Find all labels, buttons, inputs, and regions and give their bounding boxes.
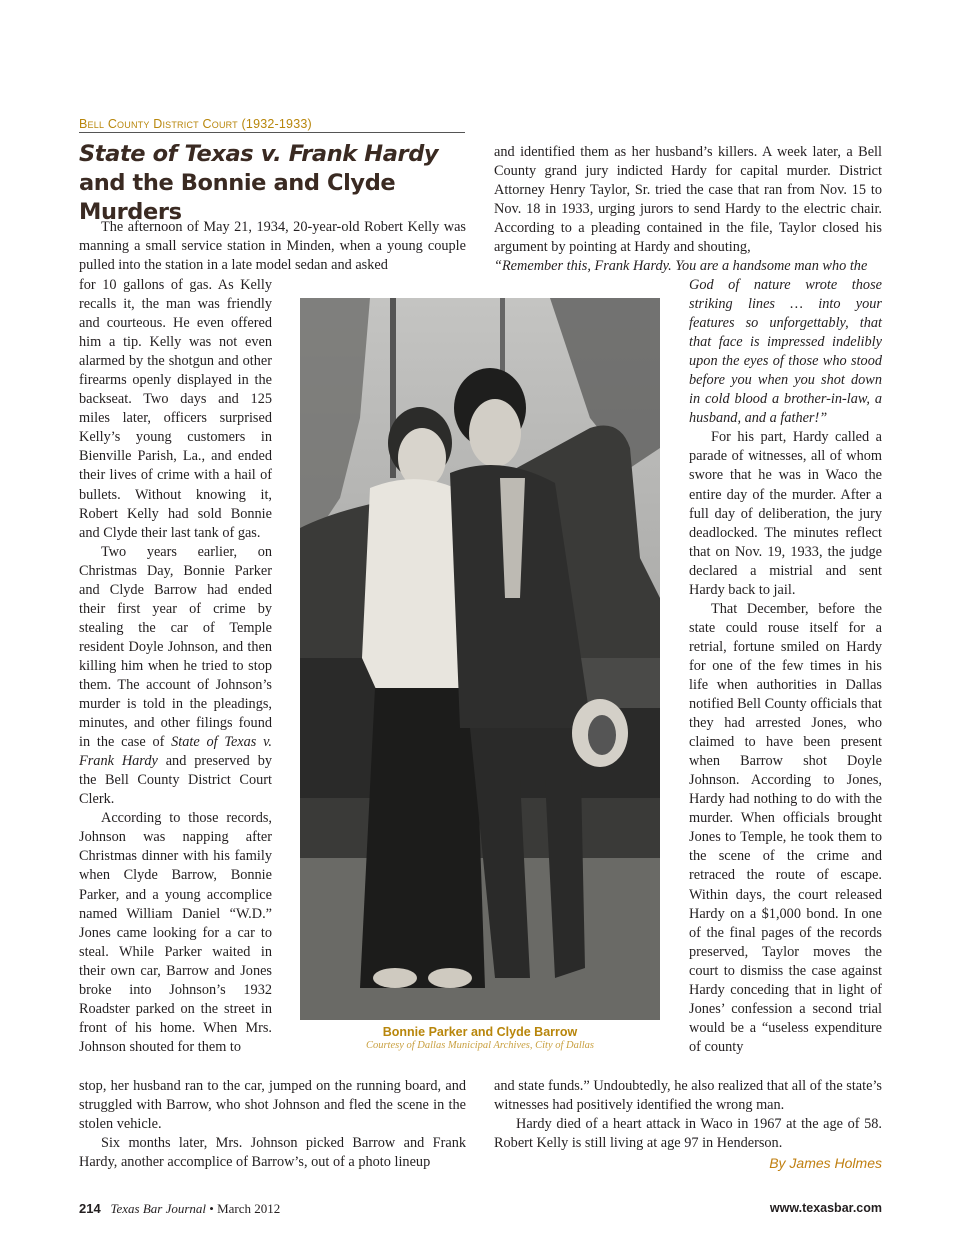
paragraph-text: Two years earlier, on Christmas Day, Bonnie Parker and Clyde Barrow had ended their first year of crime by stealing the car of Temple resident Doyle Johnson, and then killing him when he tried to stop them. The account of Johnson’s murder is told in the pleadings, minutes, and other filings found in the case of [79, 543, 272, 751]
col2-top-wide [494, 143, 882, 276]
photo-caption [300, 1025, 660, 1051]
col1-intro-wide [79, 218, 466, 275]
bonnie-and-clyde-photo [300, 298, 660, 1020]
issue-date: March 2012 [217, 1201, 281, 1216]
page-number: 214 [79, 1201, 101, 1216]
author-byline: By James Holmes [769, 1155, 882, 1171]
headline-rest: and the Bonnie and Clyde Murders [79, 170, 396, 225]
page-footer [79, 1201, 882, 1217]
paragraph: The afternoon of May 21, 1934, 20-year-old Robert Kelly was manning a small service station in Minden, when a young couple pulled into the station in a late model sedan and asked [79, 219, 466, 274]
article-headline [79, 140, 479, 227]
col1-bottom-wide [79, 1077, 466, 1172]
website-link[interactable]: www.texasbar.com [769, 1201, 882, 1215]
photo-illustration [300, 298, 660, 1020]
headline-case-name: State of Texas v. Frank Hardy [79, 141, 439, 167]
col2-bottom-wide [494, 1077, 882, 1153]
col2-narrow [689, 276, 882, 1057]
quote-line: “Remember this, Frank Hardy. You are a handsome man who the [494, 258, 868, 275]
quote-continued: God of nature wrote those striking lines … into your features so unforgettably, that that face is impressed indelibly upon the eyes of those who stood before you when you shot down in cold blood a brother-in-law, a husband, and a father!” [689, 277, 882, 427]
col1-narrow [79, 276, 272, 1057]
section-kicker: Bell County District Court (1932-1933) [79, 117, 465, 133]
paragraph-text: and preserved by the Bell County District Court Clerk. [79, 753, 272, 808]
caption-credit: Courtesy of Dallas Municipal Archives, City of Dallas [365, 1040, 595, 1051]
paragraph: Hardy died of a heart attack in Waco in 1967 at the age of 58. Robert Kelly is still living at age 97 in Henderson. [494, 1116, 882, 1152]
paragraph: and identified them as her husband’s killers. A week later, a Bell County grand jury indicted Hardy for capital murder. District Attorney Henry Taylor, Sr. tried the case that ran from Nov. 15 to Nov. 18 in 1933, urging jurors to send Hardy to the electric chair. According to a pleading contained in the file, Taylor closed his argument by pointing at Hardy and shouting, [494, 144, 882, 256]
case-name: State of Texas v. Frank Hardy [79, 734, 272, 770]
paragraph: and state funds.” Undoubtedly, he also realized that all of the state’s witnesses had positively identified the wrong man. [494, 1078, 882, 1114]
paragraph: According to those records, Johnson was napping after Christmas dinner with his family when Clyde Barrow, Bonnie Parker, and a young accomplice named William Daniel “W.D.” Jones came looking for a car to steal. While Parker waited in their own car, Barrow and Jones broke into Johnson’s 1932 Roadster parked on the street in front of his home. When Mrs. Johnson shouted for them to [79, 810, 272, 1055]
paragraph: Six months later, Mrs. Johnson picked Barrow and Frank Hardy, another accomplice of Barrow’s, out of a photo lineup [79, 1135, 466, 1171]
paragraph: For his part, Hardy called a parade of witnesses, all of whom swore that he was in Waco the entire day of the murder. After a full day of deliberation, the jury deadlocked. The minutes reflect that on Nov. 19, 1933, the judge declared a mistrial and sent Hardy back to jail. [689, 429, 882, 598]
paragraph: for 10 gallons of gas. As Kelly recalls it, the man was friendly and courteous. He even offered him a tip. Kelly was not even alarmed by the shotgun and other firearms openly displayed in the backseat. Two days and 125 miles later, officers surprised Kelly’s young customers in Bienville Parish, La., and ended their lives of crime with a hail of bullets. Without knowing it, Robert Kelly had sold Bonnie and Clyde their last tank of gas. [79, 277, 272, 541]
caption-title: Bonnie Parker and Clyde Barrow [382, 1025, 578, 1039]
paragraph: That December, before the state could rouse itself for a retrial, fortune smiled on Hardy for one of the few times in his life when authorities in Dallas notified Bell County officials that they had arrested Jones, who claimed to have been present when Barrow shot Doyle Johnson. According to Jones, Hardy had nothing to do with the murder. When officials brought Jones to Temple, he took them to the scene of the crime and retraced the route of escape. Within days, the court released Hardy on a $1,000 bond. In one of the final pages of the records preserved, Taylor moves the court to dismiss the case against Hardy conceding that in light of Jones’ confession a second trial would be a “useless expenditure of county [689, 600, 882, 1055]
paragraph: stop, her husband ran to the car, jumped on the running board, and struggled with Barrow, who shot Johnson and fled the scene in the stolen vehicle. [79, 1078, 466, 1133]
publication-name: Texas Bar Journal [110, 1201, 207, 1216]
paragraph [79, 543, 272, 810]
footer-separator: • [209, 1201, 214, 1216]
